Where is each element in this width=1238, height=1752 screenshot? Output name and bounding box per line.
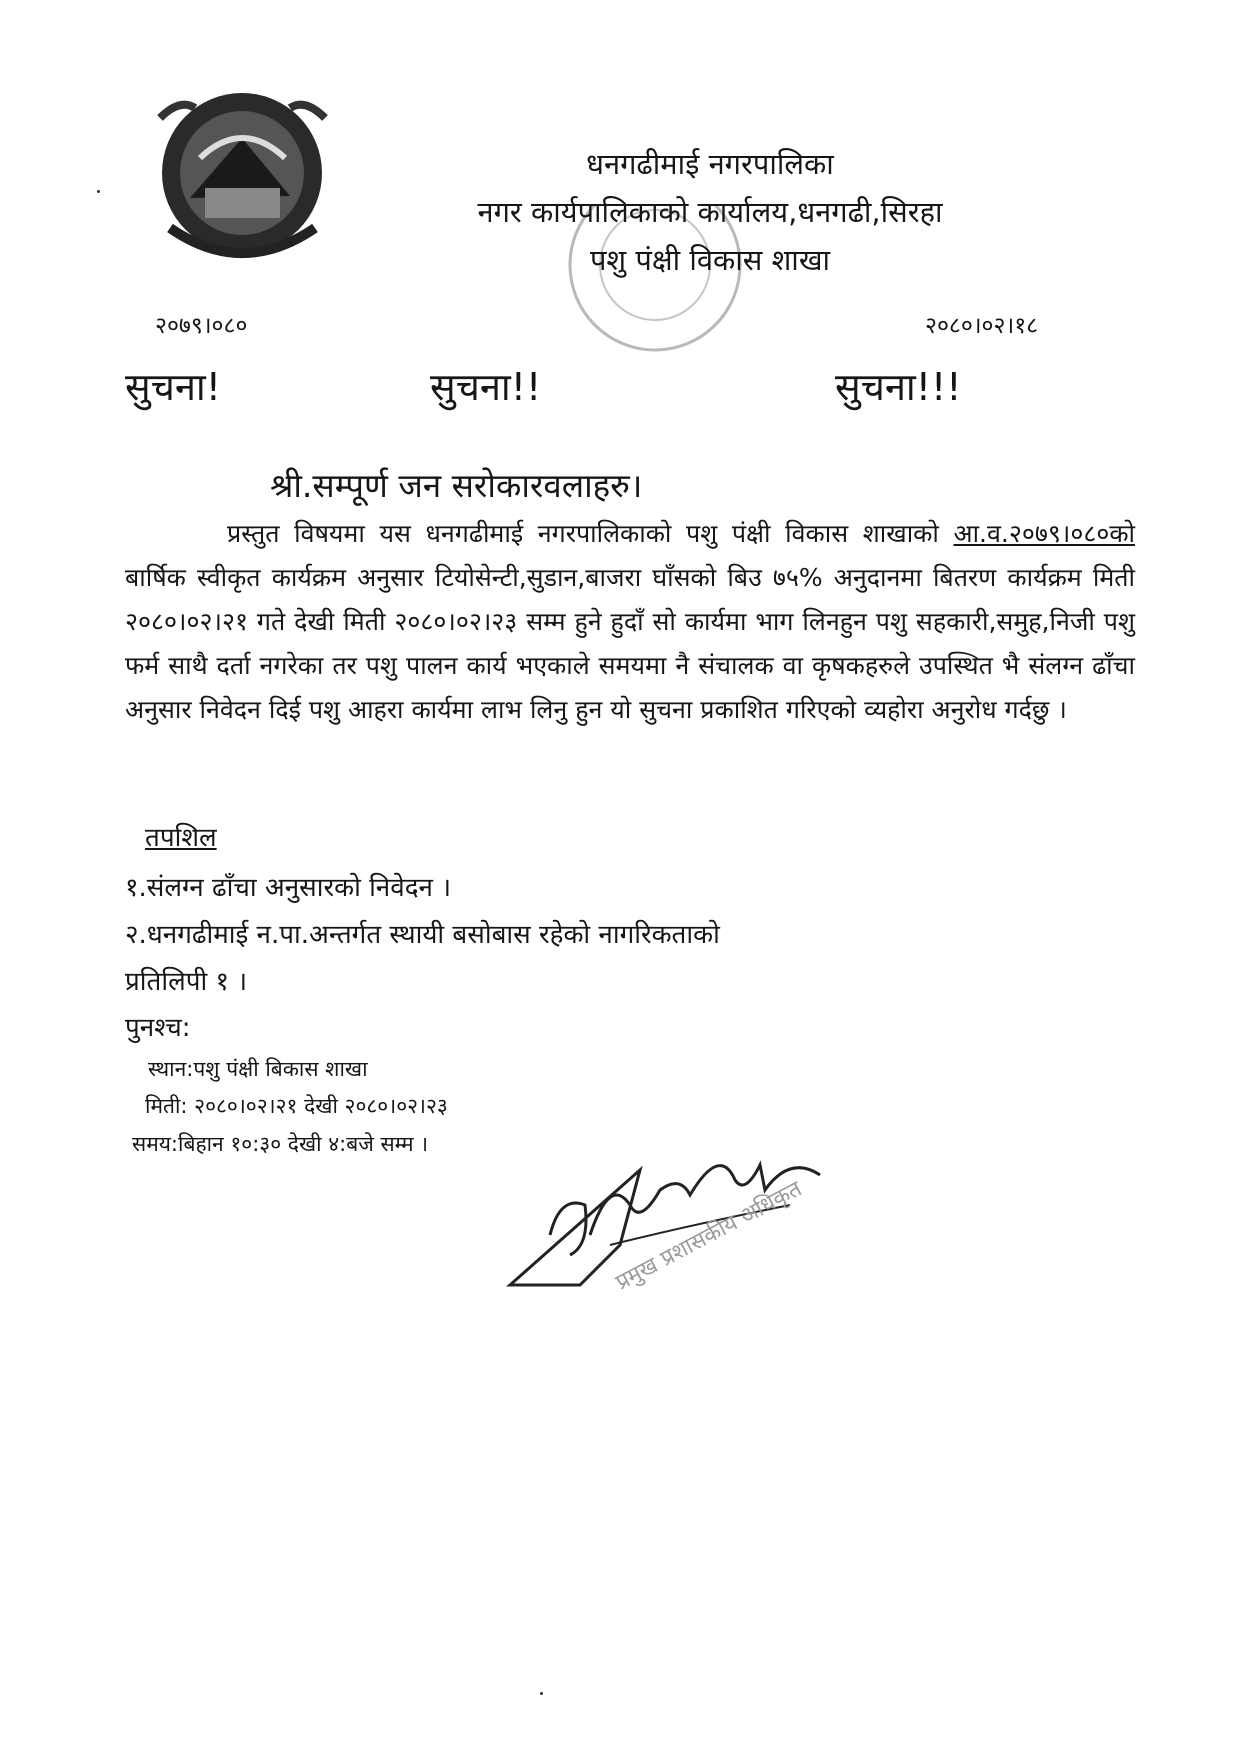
fiscal-year-reference: २०७९।०८० xyxy=(155,313,248,339)
list-item: २.धनगढीमाई न.पा.अन्तर्गत स्थायी बसोबास रहेको नागरिकताको xyxy=(125,920,720,950)
government-emblem-icon xyxy=(150,78,335,278)
issue-date: २०८०।०२।१८ xyxy=(925,313,1039,339)
body-paragraph xyxy=(125,512,1135,732)
list-item: १.संलग्न ढाँचा अनुसारको निवेदन । xyxy=(125,873,452,903)
list-title: तपशिल xyxy=(145,823,217,853)
scan-speck xyxy=(97,190,100,193)
municipality-name: धनगढीमाई नगरपालिका xyxy=(586,147,834,181)
notice-heading-3: सुचना!!! xyxy=(835,365,962,409)
postscript-label: पुनश्च: xyxy=(125,1013,191,1043)
branch-name: पशु पंक्षी विकास शाखा xyxy=(589,243,831,277)
salutation: श्री.सम्पूर्ण जन सरोकारवलाहरु। xyxy=(270,466,643,505)
time-line: समय:बिहान १०:३० देखी ४:बजे सम्म । xyxy=(132,1132,429,1156)
date-line: मिती: २०८०।०२।२१ देखी २०८०।०२।२३ xyxy=(145,1094,448,1118)
fiscal-year-underlined: आ.व.२०७९।०८०को xyxy=(953,519,1135,548)
notice-heading-1: सुचना! xyxy=(125,365,221,409)
notice-heading-2: सुचना!! xyxy=(430,365,542,409)
office-header xyxy=(380,140,1040,284)
body-part-2: बार्षिक स्वीकृत कार्यक्रम अनुसार टियोसेन्टी,सुडान,बाजरा घाँसको बिउ ७५% अनुदानमा बितरण कार्यक्रम मिती २०८०।०२।२१ गते देखी मिती २०८०।०२।२३ सम्म हुने हुदाँ सो कार्यमा भाग लिनहुन पशु सहकारी,समुह,निजी पशु फर्म साथै दर्ता नगरेका तर पशु पालन कार्य भएकाले समयमा नै संचालक वा कृषकहरुले उपस्थित भै संलग्न ढाँचा अनुसार निवेदन दिई पशु आहरा कार्यमा लाभ लिनु हुन यो सुचना प्रकाशित गरिएको व्यहोरा अनुरोध गर्दछु । xyxy=(125,563,1135,724)
place-line: स्थान:पशु पंक्षी बिकास शाखा xyxy=(148,1057,368,1081)
office-name: नगर कार्यपालिकाको कार्यालय,धनगढी,सिरहा xyxy=(477,195,943,229)
list-item-continued: प्रतिलिपी १ । xyxy=(125,967,248,997)
scan-speck xyxy=(540,1692,543,1695)
signatory-title-stamp: प्रमुख प्रशासकीय अधिकृत xyxy=(611,1176,806,1296)
body-part-1: प्रस्तुत विषयमा यस धनगढीमाई नगरपालिकाको पशु पंक्षी विकास शाखाको xyxy=(227,519,954,548)
